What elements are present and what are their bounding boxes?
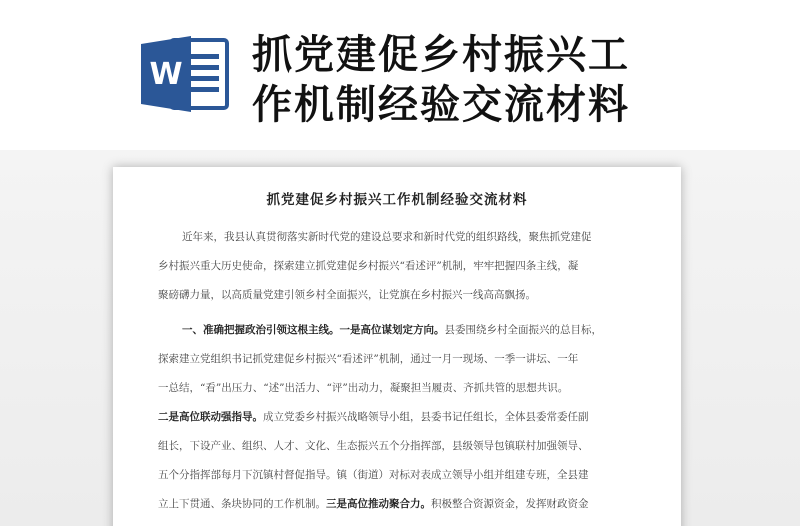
body-text-run: 聚磅礴力量，以高质量党建引领乡村全面振兴，让党旗在乡村振兴一线高高飘扬。 bbox=[158, 289, 536, 301]
document-page-preview bbox=[113, 167, 681, 526]
bold-heading-text: 一、准确把握政治引领这根主线。一是高位谋划定方向。 bbox=[182, 324, 445, 336]
word-icon-letter: W bbox=[149, 57, 183, 92]
bold-heading-text: 三是高位推动聚合力。 bbox=[326, 498, 431, 510]
body-text-line bbox=[158, 461, 648, 490]
body-text-line bbox=[158, 316, 648, 345]
word-document-icon bbox=[141, 34, 231, 114]
bold-heading-text: 二是高位联动强指导。 bbox=[158, 411, 263, 423]
body-text-run: 立上下贯通、条块协同的工作机制。 bbox=[158, 498, 326, 510]
body-text-run: 五个分指挥部每月下沉镇村督促指导。镇（街道）对标对表成立领导小组并组建专班，全县建 bbox=[158, 469, 589, 481]
body-text-run: 乡村振兴重大历史使命，探索建立抓党建促乡村振兴“看述评”机制，牢牢把握四条主线，凝 bbox=[158, 260, 579, 272]
body-text-line bbox=[158, 374, 648, 403]
body-text-run: 一总结，“看”出压力、“述”出活力、“评”出动力，凝聚担当履责、齐抓共管的思想共识。 bbox=[158, 382, 569, 394]
heading-line-2: 作机制经验交流材料 bbox=[252, 82, 630, 128]
body-text-run: 探索建立党组织书记抓党建促乡村振兴“看述评”机制，通过一月一现场、一季一讲坛、一年 bbox=[158, 353, 579, 365]
document-body bbox=[158, 223, 648, 519]
body-text-run: 近年来，我县认真贯彻落实新时代党的建设总要求和新时代党的组织路线，聚焦抓党建促 bbox=[182, 231, 592, 243]
page-heading bbox=[252, 30, 792, 130]
body-text-line bbox=[158, 345, 648, 374]
document-title: 抓党建促乡村振兴工作机制经验交流材料 bbox=[266, 192, 528, 208]
body-text-run: 县委围绕乡村全面振兴的总目标， bbox=[444, 324, 602, 336]
body-text-line bbox=[158, 490, 648, 519]
body-text-run: 积极整合资源资金，发挥财政资金 bbox=[431, 498, 589, 510]
body-text-line bbox=[158, 403, 648, 432]
header-banner bbox=[0, 0, 800, 160]
body-text-line bbox=[158, 223, 648, 252]
body-text-run: 成立党委乡村振兴战略领导小组，县委书记任组长，全体县委常委任副 bbox=[263, 411, 589, 423]
body-text-line bbox=[158, 252, 648, 281]
body-text-line bbox=[158, 281, 648, 310]
body-text-run: 组长，下设产业、组织、人才、文化、生态振兴五个分指挥部，县级领导包镇联村加强领导、 bbox=[158, 440, 589, 452]
heading-line-1: 抓党建促乡村振兴工 bbox=[252, 32, 630, 78]
body-text-line bbox=[158, 432, 648, 461]
